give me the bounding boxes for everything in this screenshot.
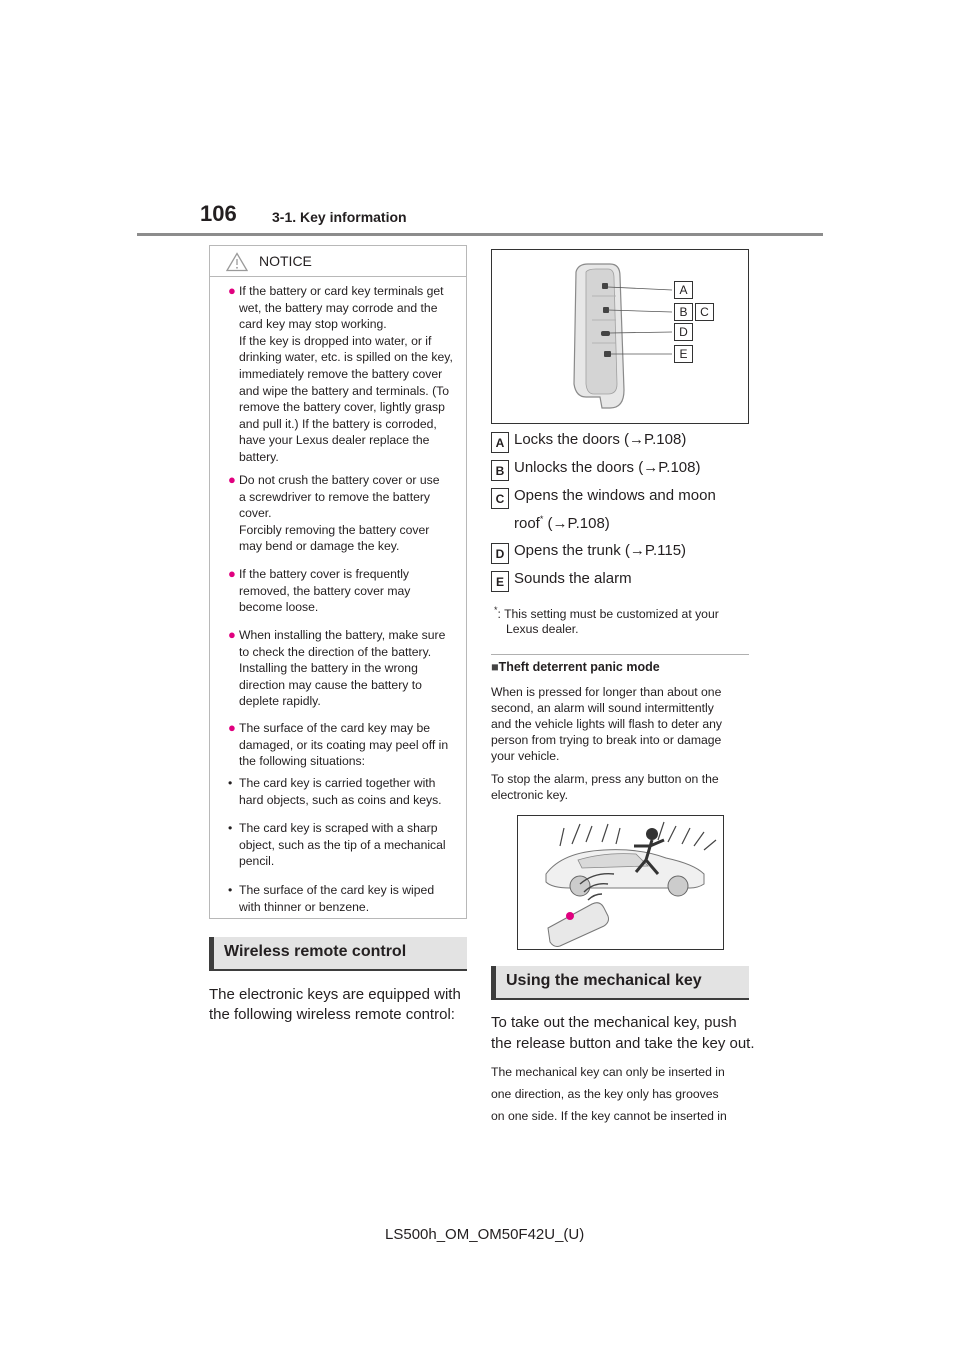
- figure-label-b: B: [674, 303, 693, 321]
- notice-title: NOTICE: [259, 253, 312, 269]
- separator-rule: [491, 654, 749, 655]
- footnote: *: This setting must be customized at your: [494, 605, 719, 622]
- panic-alarm-figure: [517, 815, 724, 950]
- mechanical-line: To take out the mechanical key, push: [491, 1014, 737, 1031]
- theft-paragraph: When is pressed for longer than about one second, an alarm will sound intermittently and the vehicle lights will flash to deter any person from trying to break into or damage your vehicle.: [491, 685, 723, 763]
- notice-box: [209, 245, 467, 919]
- notice-sub-item: • The card key is scraped with a sharp object, such as the tip of a mechanical pencil.: [228, 821, 446, 869]
- notice-item: ● The surface of the card key may be damaged, or its coating may peel off in the following situations:: [228, 720, 449, 769]
- mechanical-note-line: on one side. If the key cannot be inserted in: [491, 1109, 727, 1123]
- card-key-figure: [491, 249, 749, 424]
- bullet-dot-icon: ●: [228, 566, 236, 581]
- legend-c-continuation: roof* (→P.108): [514, 514, 610, 532]
- mechanical-line: the release button and take the key out.: [491, 1035, 755, 1052]
- panic-alarm-illustration: [518, 816, 723, 949]
- section-title: 3-1. Key information: [272, 209, 407, 225]
- header-rule: [137, 233, 823, 236]
- page-number: 106: [200, 201, 237, 226]
- notice-item: ● Do not crush the battery cover or use a screwdriver to remove the battery cover. Forcibly removing the battery cover may bend or damage the key.: [228, 472, 440, 554]
- theft-heading: ■Theft deterrent panic mode: [491, 660, 660, 674]
- wireless-remote-heading: Wireless remote control: [209, 937, 467, 971]
- theft-paragraph: To stop the alarm, press any button on the electronic key.: [491, 772, 719, 802]
- figure-label-a: A: [674, 281, 693, 299]
- warning-triangle-icon: [226, 252, 248, 272]
- bullet-dot-icon: ●: [228, 472, 236, 487]
- wireless-intro-line: the following wireless remote control:: [209, 1006, 455, 1023]
- figure-label-e: E: [674, 345, 693, 363]
- square-bullet-icon: ■: [491, 660, 499, 674]
- footnote-line2: Lexus dealer.: [506, 622, 579, 636]
- figure-label-c: C: [695, 303, 714, 321]
- bullet-dot-icon: ●: [228, 720, 236, 735]
- mechanical-note-line: The mechanical key can only be inserted in: [491, 1065, 725, 1079]
- document-code-footer: LS500h_OM_OM50F42U_(U): [385, 1226, 585, 1243]
- mechanical-key-heading: Using the mechanical key: [491, 966, 749, 1000]
- mechanical-note-line: one direction, as the key only has grooves: [491, 1087, 719, 1101]
- figure-label-d: D: [674, 323, 693, 341]
- card-key-illustration: [492, 250, 748, 423]
- notice-sub-item: • The card key is carried together with hard objects, such as coins and keys.: [228, 776, 442, 807]
- bullet-dot-icon: ●: [228, 627, 236, 642]
- notice-item: ● When installing the battery, make sure to check the direction of the battery. Installing the battery in the wrong direction may cause the battery to deplete rapidly.: [228, 627, 446, 709]
- bullet-dot-icon: ●: [228, 283, 236, 298]
- notice-header: [210, 246, 466, 277]
- wireless-intro-line: The electronic keys are equipped with: [209, 986, 461, 1003]
- notice-item: ● If the battery cover is frequently removed, the battery cover may become loose.: [228, 566, 411, 615]
- notice-sub-item: • The surface of the card key is wiped with thinner or benzene.: [228, 883, 435, 914]
- notice-item: ● If the battery or card key terminals get wet, the battery may corrode and the card key may stop working. If the key is dropped into water, or if drinking water, etc. is spilled on the key, immediately remove the battery cover and wipe the battery and terminals. (To remove the battery cover, lightly grasp and pull it.) If the battery is corroded, have your Lexus dealer replace the battery.: [228, 283, 453, 464]
